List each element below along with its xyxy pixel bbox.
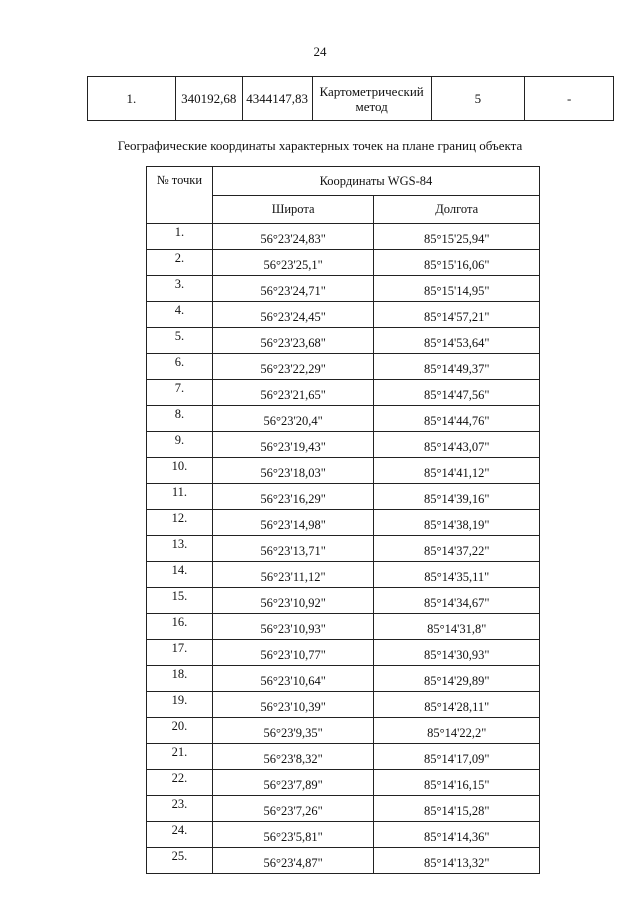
- table-row: [147, 458, 540, 484]
- latitude-cell: 56°23'4,87": [212, 848, 374, 874]
- longitude-cell: 85°14'53,64": [374, 328, 540, 354]
- geographic-coordinates-table: [146, 166, 540, 874]
- longitude-cell: 85°14'43,07": [374, 432, 540, 458]
- table-row: [147, 432, 540, 458]
- point-number-cell: 18.: [147, 666, 213, 692]
- point-number-cell: 20.: [147, 718, 213, 744]
- table-row: [147, 484, 540, 510]
- table-row: [147, 250, 540, 276]
- page-number: 24: [313, 44, 327, 59]
- latitude-cell: 56°23'24,71": [212, 276, 374, 302]
- table-row: [147, 718, 540, 744]
- table-row: [147, 562, 540, 588]
- longitude-cell: 85°14'16,15": [374, 770, 540, 796]
- longitude-cell: 85°15'14,95": [374, 276, 540, 302]
- point-number-cell: 16.: [147, 614, 213, 640]
- table-row: [147, 276, 540, 302]
- longitude-cell: 85°14'28,11": [374, 692, 540, 718]
- latitude-cell: 56°23'7,89": [212, 770, 374, 796]
- latitude-cell: 56°23'22,29": [212, 354, 374, 380]
- latitude-cell: 56°23'20,4": [212, 406, 374, 432]
- table-row: [147, 510, 540, 536]
- latitude-cell: 56°23'10,92": [212, 588, 374, 614]
- latitude-cell: 56°23'21,65": [212, 380, 374, 406]
- point-number-cell: 1.: [147, 224, 213, 250]
- table-row: [147, 848, 540, 874]
- accuracy-cell: 5: [431, 77, 525, 121]
- longitude-cell: 85°14'38,19": [374, 510, 540, 536]
- coordinates-table-body: [147, 167, 540, 874]
- longitude-cell: 85°14'41,12": [374, 458, 540, 484]
- latitude-cell: 56°23'10,93": [212, 614, 374, 640]
- longitude-cell: 85°14'14,36": [374, 822, 540, 848]
- y-coordinate-cell: 4344147,83: [242, 77, 312, 121]
- table-row: [147, 744, 540, 770]
- point-number-cell: 23.: [147, 796, 213, 822]
- latitude-cell: 56°23'13,71": [212, 536, 374, 562]
- latitude-cell: 56°23'10,77": [212, 640, 374, 666]
- longitude-cell: 85°14'44,76": [374, 406, 540, 432]
- point-number-cell: 9.: [147, 432, 213, 458]
- latitude-cell: 56°23'25,1": [212, 250, 374, 276]
- longitude-cell: 85°14'37,22": [374, 536, 540, 562]
- table-row: [147, 224, 540, 250]
- point-number-cell: 3.: [147, 276, 213, 302]
- point-number-cell: 4.: [147, 302, 213, 328]
- table-caption: Географические координаты характерных точек на плане границ объекта: [117, 138, 523, 153]
- table-row: [147, 328, 540, 354]
- latitude-cell: 56°23'11,12": [212, 562, 374, 588]
- table-header-row: [147, 167, 540, 196]
- longitude-cell: 85°14'13,32": [374, 848, 540, 874]
- longitude-cell: 85°14'35,11": [374, 562, 540, 588]
- latitude-cell: 56°23'16,29": [212, 484, 374, 510]
- point-number-cell: 8.: [147, 406, 213, 432]
- point-number-cell: 10.: [147, 458, 213, 484]
- latitude-cell: 56°23'19,43": [212, 432, 374, 458]
- table-row: [147, 536, 540, 562]
- table-row: [147, 796, 540, 822]
- table-row: [147, 380, 540, 406]
- latitude-cell: 56°23'10,39": [212, 692, 374, 718]
- table-row: [147, 302, 540, 328]
- method-cell: Картометрический метод: [312, 77, 431, 121]
- point-number-cell: 13.: [147, 536, 213, 562]
- point-number-cell: 11.: [147, 484, 213, 510]
- longitude-cell: 85°14'47,56": [374, 380, 540, 406]
- table-row: [147, 406, 540, 432]
- table-row: [88, 77, 614, 121]
- latitude-cell: 56°23'10,64": [212, 666, 374, 692]
- table-row: [147, 588, 540, 614]
- table-row: [147, 640, 540, 666]
- table-row: [147, 822, 540, 848]
- latitude-cell: 56°23'8,32": [212, 744, 374, 770]
- point-number-cell: 25.: [147, 848, 213, 874]
- table-row: [147, 354, 540, 380]
- table-row: [147, 614, 540, 640]
- latitude-cell: 56°23'24,45": [212, 302, 374, 328]
- point-number-cell: 6.: [147, 354, 213, 380]
- point-number-cell: 24.: [147, 822, 213, 848]
- latitude-cell: 56°23'18,03": [212, 458, 374, 484]
- point-number-cell: 19.: [147, 692, 213, 718]
- longitude-cell: 85°14'49,37": [374, 354, 540, 380]
- x-coordinate-cell: 340192,68: [175, 77, 242, 121]
- table-row: [147, 770, 540, 796]
- point-number-cell: 15.: [147, 588, 213, 614]
- latitude-cell: 56°23'23,68": [212, 328, 374, 354]
- table-row: [147, 666, 540, 692]
- point-number-header: № точки: [147, 167, 213, 224]
- rectangular-coordinates-table: [87, 76, 614, 121]
- longitude-cell: 85°14'22,2": [374, 718, 540, 744]
- latitude-cell: 56°23'14,98": [212, 510, 374, 536]
- latitude-cell: 56°23'7,26": [212, 796, 374, 822]
- longitude-cell: 85°14'57,21": [374, 302, 540, 328]
- longitude-cell: 85°14'29,89": [374, 666, 540, 692]
- point-number-cell: 21.: [147, 744, 213, 770]
- point-number-cell: 14.: [147, 562, 213, 588]
- longitude-header: Долгота: [374, 196, 540, 224]
- latitude-header: Широта: [212, 196, 374, 224]
- note-cell: -: [525, 77, 614, 121]
- table-row: [147, 692, 540, 718]
- longitude-cell: 85°14'31,8": [374, 614, 540, 640]
- latitude-cell: 56°23'5,81": [212, 822, 374, 848]
- longitude-cell: 85°15'25,94": [374, 224, 540, 250]
- point-number-cell: 17.: [147, 640, 213, 666]
- longitude-cell: 85°14'39,16": [374, 484, 540, 510]
- longitude-cell: 85°14'34,67": [374, 588, 540, 614]
- latitude-cell: 56°23'24,83": [212, 224, 374, 250]
- latitude-cell: 56°23'9,35": [212, 718, 374, 744]
- point-number-cell: 7.: [147, 380, 213, 406]
- point-number-cell: 12.: [147, 510, 213, 536]
- point-number-cell: 1.: [88, 77, 176, 121]
- point-number-cell: 2.: [147, 250, 213, 276]
- longitude-cell: 85°14'15,28": [374, 796, 540, 822]
- longitude-cell: 85°14'30,93": [374, 640, 540, 666]
- wgs84-header: Координаты WGS-84: [212, 167, 539, 196]
- point-number-cell: 22.: [147, 770, 213, 796]
- longitude-cell: 85°14'17,09": [374, 744, 540, 770]
- point-number-cell: 5.: [147, 328, 213, 354]
- longitude-cell: 85°15'16,06": [374, 250, 540, 276]
